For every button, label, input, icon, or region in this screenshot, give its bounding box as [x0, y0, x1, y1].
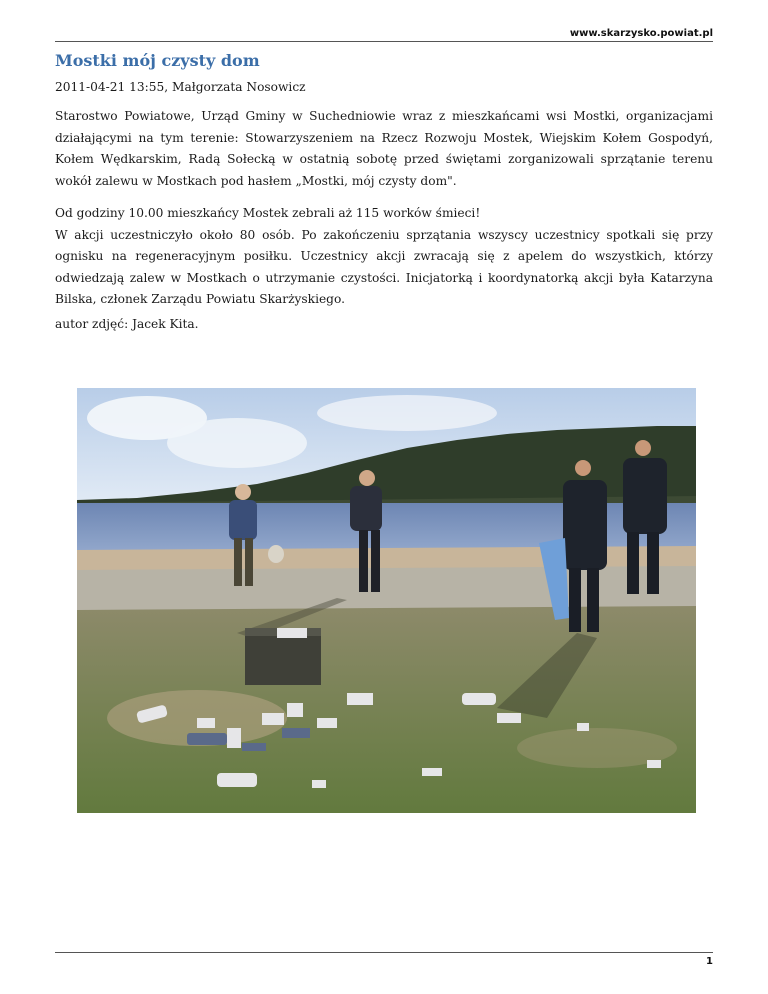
header-divider [55, 41, 713, 42]
site-url[interactable]: www.skarzysko.powiat.pl [569, 28, 713, 39]
article-title: Mostki mój czysty dom [55, 51, 260, 70]
footer-divider [55, 952, 713, 953]
article-photo [77, 388, 696, 813]
article-paragraph-details [55, 203, 713, 311]
article-meta: 2011-04-21 13:55, Małgorzata Nosowicz [55, 80, 306, 94]
photo-credit: autor zdjęć: Jacek Kita. [55, 317, 199, 331]
details-line-participants: W akcji uczestniczyło około 80 osób. Po zakończeniu sprzątania wszyscy uczestnicy spotkali się przy ognisku na regeneracyjnym posiłku. Uczestnicy akcji zwracają się z apelem do wszystkich, którzy odwiedzają zalew w Mostkach o utrzymanie czystości. Inicjatorką i koordynatorką akcji była Katarzyna Bilska, członek Zarządu Powiatu Skarżyskiego. [55, 227, 713, 306]
details-line-bags: Od godziny 10.00 mieszkańcy Mostek zebrali aż 115 worków śmieci! [55, 206, 481, 220]
article-paragraph-intro: Starostwo Powiatowe, Urząd Gminy w Suchedniowie wraz z mieszkańcami wsi Mostki, organizacjami działającymi na tym terenie: Stowarzyszeniem na Rzecz Rozwoju Mostek, Wiejskim Kołem Gospodyń, Kołem Wędkarskim, Radą Sołecką w ostatnią sobotę przed świętami zorganizowali sprzątanie terenu wokół zalewu w Mostkach pod hasłem „Mostki, mój czysty dom". [55, 109, 713, 188]
page-number: 1 [706, 956, 713, 967]
